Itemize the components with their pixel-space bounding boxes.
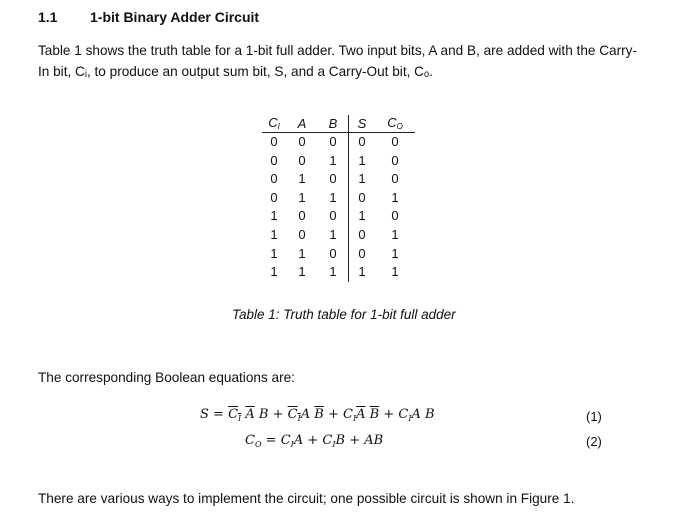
cell-carry-out: 0 (391, 171, 399, 187)
truth-table-header-row (262, 115, 415, 133)
table-row (262, 189, 415, 208)
cell-b: 0 (329, 171, 337, 187)
cell-carry-out: 0 (391, 152, 399, 168)
cell-b: 0 (329, 208, 337, 224)
sum-equation: $S = C_I$ $\overline{A}$ $B + C_IA$ $\overline{B} + C_I\overline{A}$ $\overline{B} + C_IA$ B (200, 407, 435, 423)
cell-carry-in: 1 (270, 226, 278, 242)
header-sum: S (349, 115, 376, 133)
cell-sum: 1 (349, 152, 376, 171)
cell-a: 0 (298, 208, 306, 224)
cell-carry-in: 0 (270, 152, 278, 168)
cell-carry-out: 0 (391, 134, 399, 149)
intro-line-1: Table 1 shows the truth table for a 1-bit full adder. Two input bits, A and B, are added with the Carry- (38, 43, 637, 58)
cell-carry-out: 1 (391, 264, 399, 280)
cell-carry-out: 0 (391, 208, 399, 224)
cell-a: 1 (298, 245, 306, 261)
header-carry-in: CI (262, 115, 286, 133)
header-b: B (318, 115, 349, 133)
cell-sum: 0 (349, 226, 376, 245)
header-a: A (286, 115, 318, 133)
cell-carry-in: 0 (270, 189, 278, 205)
closing-text: There are various ways to implement the circuit; one possible circuit is shown in Figure 1. (38, 491, 575, 506)
intro-line-2: In bit, Cᵢ, to produce an output sum bit, S, and a Carry-Out bit, Cₒ. (38, 64, 433, 79)
cell-sum: 0 (349, 133, 376, 152)
cell-carry-in: 0 (270, 171, 278, 187)
cell-sum: 0 (349, 189, 376, 208)
table-row (262, 170, 415, 189)
cell-carry-in: 1 (270, 264, 278, 280)
cell-a: 1 (298, 264, 306, 280)
table-row (262, 245, 415, 264)
cell-b: 0 (329, 245, 337, 261)
cell-carry-in: 1 (270, 245, 278, 261)
cell-carry-in: 1 (270, 208, 278, 224)
cell-a: 1 (298, 189, 306, 205)
cell-a: 0 (298, 134, 306, 149)
cell-sum: 0 (349, 245, 376, 264)
table-row (262, 152, 415, 171)
cell-carry-out: 1 (391, 189, 399, 205)
cell-carry-out: 1 (391, 226, 399, 242)
section-heading (38, 9, 259, 25)
cell-b: 0 (329, 134, 337, 149)
table-row (262, 226, 415, 245)
cell-sum: 1 (349, 170, 376, 189)
cell-b: 1 (329, 226, 337, 242)
cell-a: 0 (298, 226, 306, 242)
cell-b: 1 (329, 152, 337, 168)
table-row (262, 207, 415, 226)
carry-out-equation: $C_O = C_IA + C_IB$ + AB (245, 433, 384, 449)
cell-carry-out: 1 (391, 245, 399, 261)
truth-table (262, 115, 415, 282)
cell-carry-in: 0 (270, 134, 278, 149)
table-row (262, 263, 415, 282)
table-row (262, 133, 415, 152)
section-title: 1-bit Binary Adder Circuit (90, 9, 260, 25)
intro-paragraph (38, 40, 668, 82)
cell-a: 1 (298, 171, 306, 187)
equations-intro: The corresponding Boolean equations are: (38, 370, 295, 385)
cell-b: 1 (329, 264, 337, 280)
header-carry-out: CO (375, 115, 415, 133)
cell-b: 1 (329, 189, 337, 205)
cell-sum: 1 (349, 263, 376, 282)
section-number: 1.1 (38, 9, 58, 25)
cell-sum: 1 (349, 207, 376, 226)
cell-a: 0 (298, 152, 306, 168)
equation-number-2: (2) (586, 434, 602, 449)
equation-number-1: (1) (586, 409, 602, 424)
table-caption: Table 1: Truth table for 1-bit full adder (232, 307, 456, 322)
